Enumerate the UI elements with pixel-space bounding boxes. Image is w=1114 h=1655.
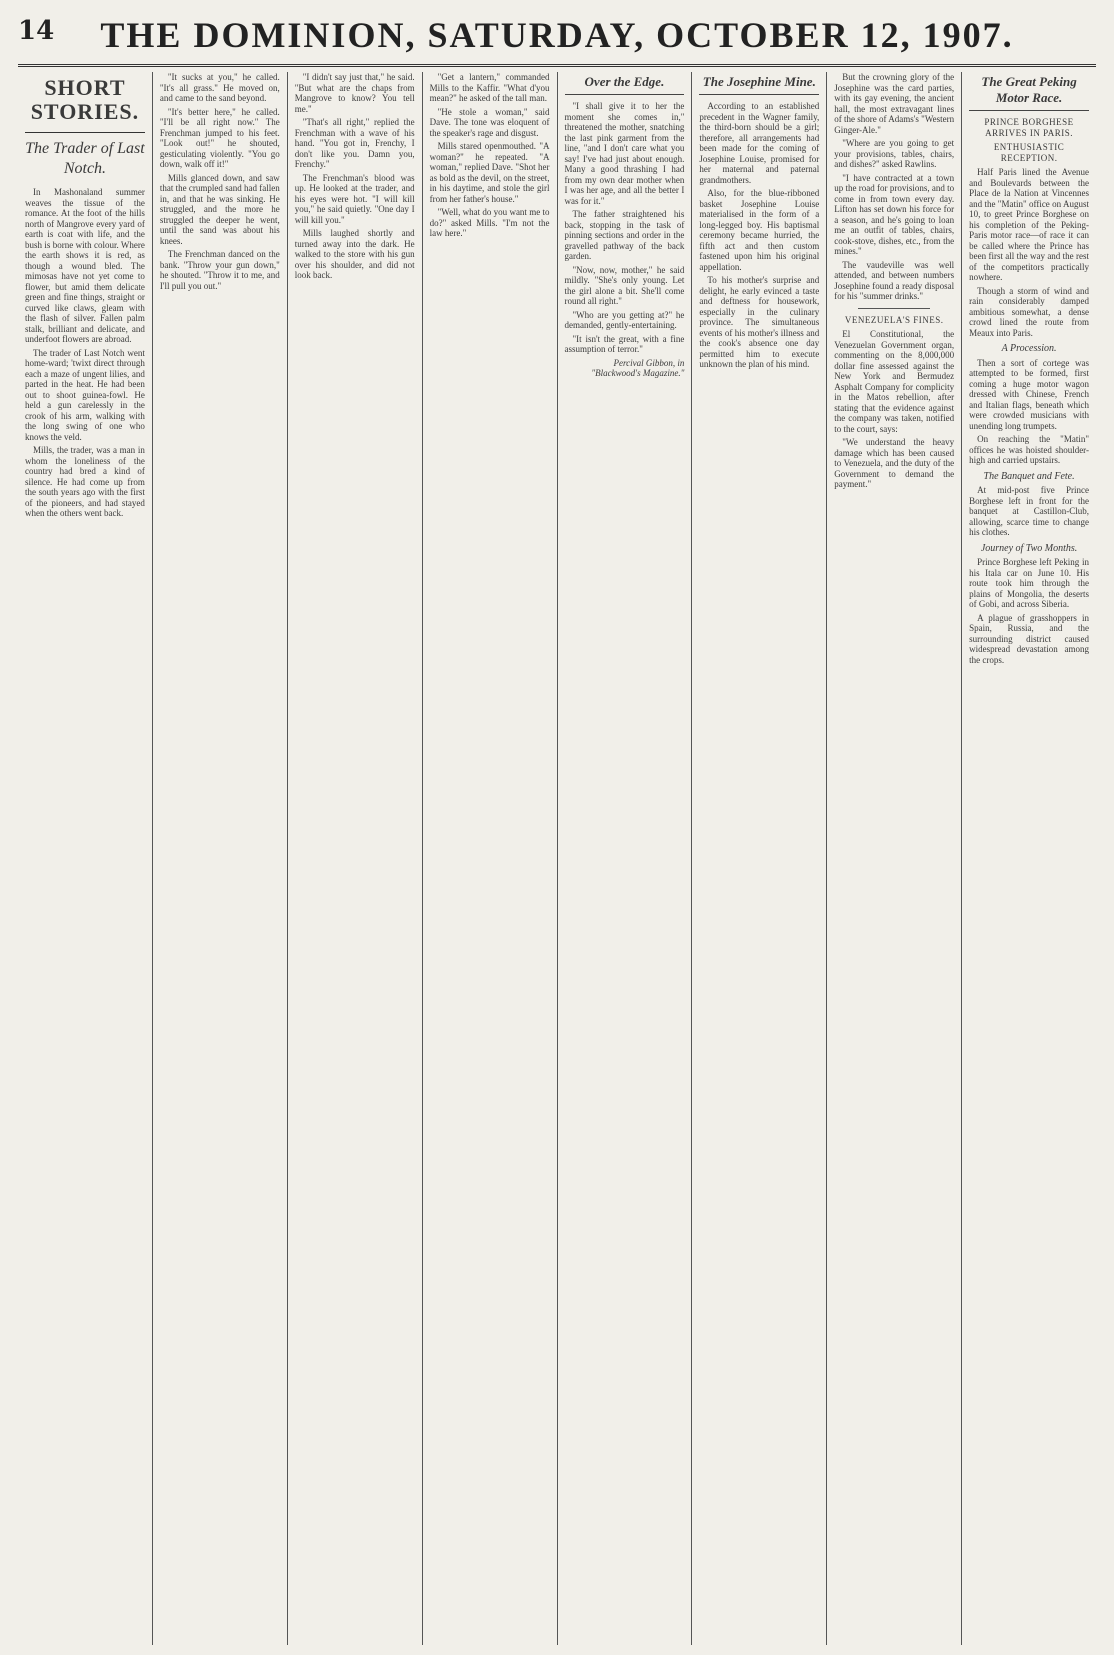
column-5 — [558, 72, 693, 1645]
paragraph: "Well, what do you want me to do?" asked Mills. "I'm not the law here." — [429, 207, 550, 238]
paragraph: "We understand the heavy damage which has been caused to Venezuela, and the duty of the Government to demand the payment." — [834, 437, 955, 489]
paragraph: "It isn't the great, with a fine assumption of terror." — [564, 333, 685, 354]
paragraph: To his mother's surprise and delight, he early evinced a taste and deftness for housework, especially in the culinary province. The simultaneous events of his mother's illness and the cook's absence one day permitted him to execute unknown the plan of his mind. — [699, 275, 820, 369]
paragraph: "Who are you getting at?" he demanded, gently-entertaining. — [564, 309, 685, 330]
column-7 — [827, 72, 962, 1645]
paragraph: According to an established precedent in the Wagner family, the third-born should be a girl; therefore, all arrangements had been made for the coming of Josephine Louise, promised for her maternal and paternal grandmothers. — [699, 101, 820, 185]
article-heading: VENEZUELA'S FINES. — [844, 314, 944, 325]
paragraph: "It's better here," he called. "I'll be all right now." The Frenchman jumped to his feet. "Look out!" he shouted, gesticulating violently. "You go down, walk off it!" — [159, 106, 280, 169]
subheading: ENTHUSIASTIC RECEPTION. — [993, 142, 1065, 163]
paragraph: On reaching the "Matin" offices he was hoisted shoulder-high and carried upstairs. — [969, 434, 1089, 465]
paragraph: Mills, the trader, was a man in whom the loneliness of the country had bred a kind of silence. He had come up from the south years ago with the first of the pioneers, and had stayed when the others went back. — [25, 445, 145, 518]
paragraph: In Mashonaland summer weaves the tissue of the romance. At the foot of the hills north of Mangrove every yard of earth is coat with life, and the bush is borne with colour. Where the earth shows it is red, as though a wound bled. The mimosas have not yet come to flower, but amid them delicate green and fine things, straight or curved like claws, gleam with the flash of silver. Fallen palm stalk, brilliant and delicate, and underfoot flowers are abroad. — [25, 187, 145, 344]
story-title: Over the Edge. — [565, 74, 685, 95]
column-3 — [288, 72, 423, 1645]
paragraph: "It sucks at you," he called. "It's all grass." He moved on, and came to the sand beyond. — [159, 72, 280, 103]
story-title: The Great Peking Motor Race. — [969, 74, 1089, 111]
paragraph: The trader of Last Notch went home-ward; 'twixt direct through each a maze of ungent lilies, and parted in the heat. He had been out to shoot guinea-fowl. He held a gun carelessly in the crook of his arm, walking with the long swing of one who knows the veld. — [25, 347, 145, 442]
paragraph: Mills stared openmouthed. "A woman?" he repeated. "A woman," replied Dave. "Shot her as bold as the devil, on the street, in his daytime, and stole the girl from her father's house." — [429, 141, 550, 204]
paragraph: "I shall give it to her the moment she comes in," threatened the mother, snatching the last pink garment from the line, "and I don't care what you say! I've had just about enough. Many a good thrashing I had from my own dear mother when I was her age, and all the better I was for it." — [564, 101, 685, 206]
paragraph: Though a storm of wind and rain considerably damped ambitious somewhat, a dense crowd lined the route from Meaux into Paris. — [969, 285, 1089, 338]
subheading: The Banquet and Fete. — [983, 470, 1075, 482]
paragraph: But the crowning glory of the Josephine was the card parties, with its gay evening, the ancient hall, the most extravagant lines of the shore of Adams's "Western Ginger-Ale." — [834, 72, 955, 135]
paragraph: At mid-post five Prince Borghese left in front for the banquet at Castillon-Club, allowing, scarce time to change his clothes. — [969, 485, 1089, 537]
paragraph: The vaudeville was well attended, and between numbers Josephine found a ready disposal for his "summer drinks." — [834, 259, 955, 301]
column-2 — [153, 72, 288, 1645]
paragraph: Mills laughed shortly and turned away into the dark. He walked to the store with his gun over his shoulder, and did not look back. — [294, 228, 415, 280]
column-4 — [423, 72, 558, 1645]
page-number: 14 — [18, 16, 55, 46]
paragraph: El Constitutional, the Venezuelan Government organ, commenting on the 8,000,000 dollar fine assessed against the New York and Bermudez Asphalt Company for complicity in the Matos rebellion, after stating that the evidence against the company was taken, notified to the court, says: — [834, 329, 955, 434]
byline: Percival Gibbon, in "Blackwood's Magazine." — [591, 357, 685, 378]
column-8 — [962, 72, 1096, 1645]
paragraph: "Now, now, mother," he said mildly. "She's only young. Let the girl alone a bit. She'll come round all right." — [564, 264, 685, 306]
section-heading: SHORT STORIES. — [25, 72, 145, 133]
paragraph: The Frenchman danced on the bank. "Throw your gun down," he shouted. "Throw it to me, and I'll pull you out." — [159, 249, 280, 291]
story-title: The Trader of Last Notch. — [25, 140, 145, 177]
subheading: Journey of Two Months. — [980, 542, 1078, 554]
story-title: The Josephine Mine. — [699, 74, 819, 95]
subheading: PRINCE BORGHESE ARRIVES IN PARIS. — [984, 117, 1074, 138]
newspaper-title: THE DOMINION, SATURDAY, OCTOBER 12, 1907. — [100, 15, 1014, 55]
newspaper-columns — [18, 72, 1096, 1645]
paragraph: The Frenchman's blood was up. He looked at the trader, and his eyes were hot. "I will kill you," he said quietly. "One day I will kill you." — [294, 172, 415, 225]
paragraph: Then a sort of cortege was attempted to be formed, first coming a huge motor wagon dressed with Chinese, French and Italian flags, beneath which were crowded musicians with unending long trumpets. — [969, 357, 1089, 431]
paragraph: Prince Borghese left Peking in his Itala car on June 10. His route took him through the plains of Mongolia, the deserts of Gobi, and across Siberia. — [969, 557, 1089, 609]
paragraph: A plague of grasshoppers in Spain, Russia, and the surrounding district caused widespread devastation among the crops. — [969, 612, 1089, 665]
paragraph: Half Paris lined the Avenue and Boulevards between the Place de la Nation at Vincennes and the "Matin" office on August 10, to greet Prince Borghese on his completion of the Peking-Paris motor race—of race it can be called where the Prince has been first all the way and the rest of the competitors practically nowhere. — [969, 167, 1089, 282]
paragraph: "He stole a woman," said Dave. The tone was eloquent of the speaker's rage and disgust. — [429, 106, 550, 138]
divider — [858, 308, 930, 309]
paragraph: "That's all right," replied the Frenchman with a wave of his hand. "You got in, Frenchy, I don't like you. Damn you, Frenchy." — [294, 117, 415, 169]
column-6 — [692, 72, 827, 1645]
paragraph: The father straightened his back, stopping in the task of pinning sections and order in the gravelled pathway of the back garden. — [564, 209, 685, 261]
paragraph: "Where are you going to get your provisions, tables, chairs, and dishes?" asked Rawlins. — [834, 138, 955, 169]
paragraph: "Get a lantern," commanded Mills to the Kaffir. "What d'you mean?" he asked of the tall man. — [429, 72, 550, 103]
paragraph: Also, for the blue-ribboned basket Josephine Louise materialised in the form of a long-legged boy. His baptismal ceremony became hurried, the fifth act and then custom fastened upon him his original appellation. — [699, 188, 820, 272]
paragraph: "I didn't say just that," he said. "But what are the chaps from Mangrove to know? You tell me." — [294, 72, 415, 114]
subheading: A Procession. — [1001, 343, 1057, 354]
paragraph: "I have contracted at a town up the road for provisions, and to come in from town every day. Lifton has set down his force for a season, and he's going to loan me an outfit of tables, chairs, cook-stove, dishes, etc., from the mines." — [834, 172, 955, 256]
masthead — [18, 12, 1096, 67]
paragraph: Mills glanced down, and saw that the crumpled sand had fallen in, and that he was sinking. He struggled, and the more he struggled the deeper he went, until the sand was about his knees. — [159, 172, 280, 246]
column-1 — [18, 72, 153, 1645]
